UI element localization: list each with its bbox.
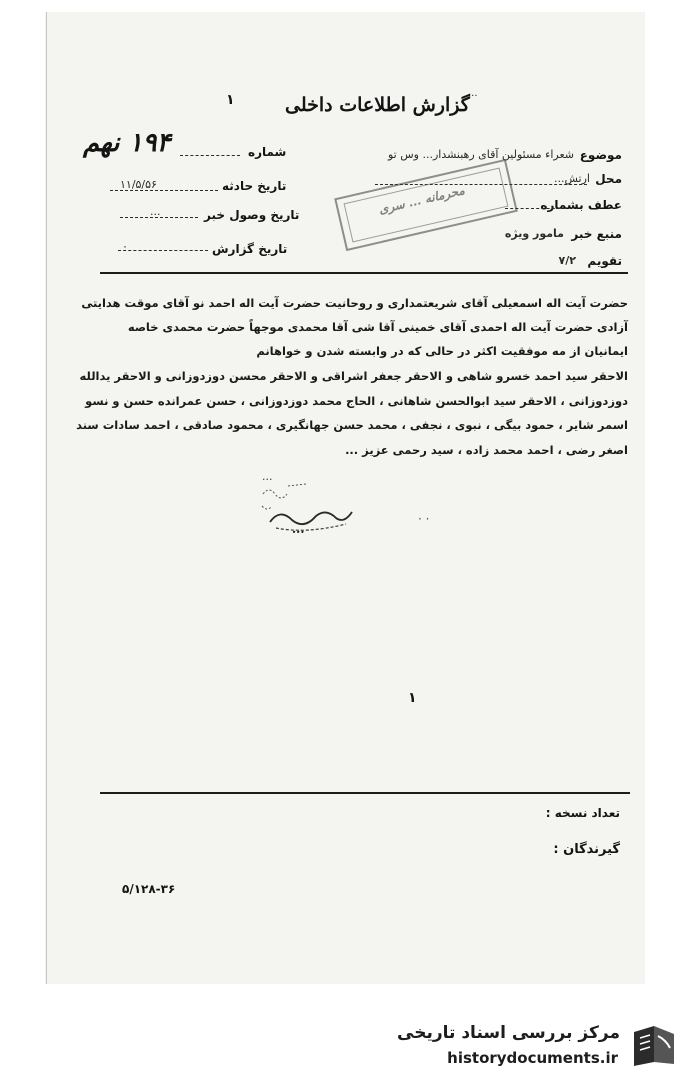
body-line-1: حضرت آیت اله اسمعیلی آقای شریعتمداری و روحانیت حضرت آیت اله احمد نو آقای موقت هدایتی <box>81 296 628 310</box>
document-title: گزارش اطلاعات داخلی <box>285 94 470 116</box>
report-date-label: تاریخ گزارش <box>212 242 288 256</box>
source-value: مامور ویژه <box>504 227 564 240</box>
body-line-5: دوزدوزانی ، الاحقر سید ابوالحسن شاهانی ، الحاج محمد دوزدوزانی ، حسن عمرانده حسن و نسو <box>85 394 628 408</box>
footer-org-name: مرکز بررسی اسناد تاریخی <box>397 1023 620 1043</box>
signature-scribble <box>258 474 378 544</box>
attachment-label: عطف بشماره <box>540 198 622 212</box>
book-logo-icon <box>628 1022 678 1068</box>
event-date-line <box>110 190 218 191</box>
subject-label: موضوع <box>579 148 622 162</box>
header-divider <box>100 272 628 274</box>
report-date-line <box>118 250 208 251</box>
recipients-label: گیرندگان : <box>553 842 620 857</box>
body-line-4: الاحقر سید احمد خسرو شاهی و الاحقر جعفر اشراقی و الاحقر محسن دوزدوزانی و الاحقر یدالله <box>79 369 628 383</box>
event-date-value: ۱۱/۵/۵۶ <box>120 178 157 191</box>
rating-label: تقویم <box>587 254 622 268</box>
source-label: منبع خبر <box>571 227 622 241</box>
handwritten-number: ۱۹۴ نهم <box>83 128 171 158</box>
footer-url: historydocuments.ir <box>447 1049 618 1067</box>
number-line <box>180 155 240 156</box>
subject-value: شعراء مسئولین آقای رهبنشدار... وس تو <box>387 148 574 161</box>
stamp-text: محرمانه ... سری <box>377 183 466 217</box>
place-value: ارتش... <box>554 172 590 185</box>
handwritten-note: ... <box>262 470 273 483</box>
place-label: محل <box>595 172 622 186</box>
dot-marks: · · <box>418 512 430 526</box>
signature: ... <box>292 522 305 536</box>
receipt-date-label: تاریخ وصول خبر <box>204 208 300 222</box>
number-label: شماره <box>248 145 287 159</box>
archive-code: ۵/۱۲۸-۳۶ <box>122 882 176 896</box>
page-edge <box>46 12 47 984</box>
title-mark: ۱ <box>226 92 235 108</box>
copies-label: تعداد نسخه : <box>545 806 620 820</box>
body-line-6: اسمر شایر ، حمود بیگی ، نبوی ، نجفی ، محمد حسن جهانگیری ، محمود صادقی ، احمد سادات سند <box>76 418 628 432</box>
center-mark: ۱ <box>408 690 417 706</box>
report-date-value: ۰ <box>122 240 128 253</box>
body-line-3: ایمانیان از مه موفقیت اکثر در حالی که در وابسته شدن و خواهانم <box>256 344 628 358</box>
body-line-7: اصغر رضی ، احمد محمد زاده ، سید رحمی عزیز ... <box>345 443 628 457</box>
receipt-date-value: ... <box>150 205 161 218</box>
corner-mark: ... <box>468 88 478 99</box>
body-line-2: آزادی حضرت آیت اله احمدی آقای خمینی آقا شی آقا محمدی موجهاً حضرت محمدی خاصه <box>127 320 628 334</box>
footer-divider <box>100 792 630 794</box>
receipt-date-line <box>120 217 198 218</box>
event-date-label: تاریخ حادثه <box>222 179 287 193</box>
rating-value: ۷/۲ <box>558 254 576 267</box>
